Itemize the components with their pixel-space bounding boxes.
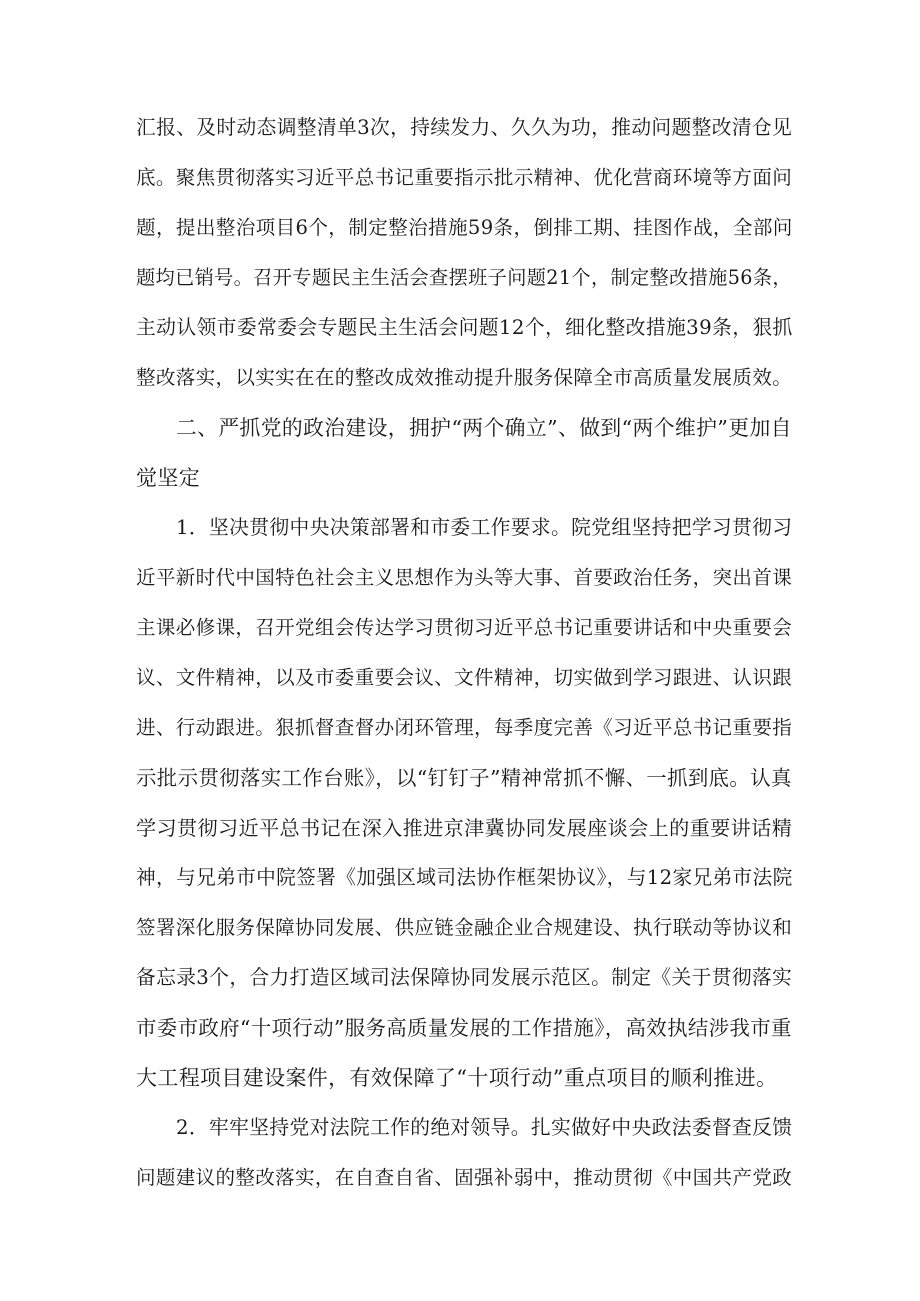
text-line: 进、行动跟进。狠抓督查督办闭环管理，每季度完善《习近平总书记重要指 [136, 716, 793, 739]
heading-line: 觉坚定 [136, 466, 201, 490]
text-line: 题，提出整治项目6个，制定整治措施59条，倒排工期、挂图作战，全部问 [136, 216, 793, 239]
text-line: 主动认领市委常委会专题民主生活会问题12个，细化整改措施39条，狠抓 [136, 316, 793, 339]
text-line: 底。聚焦贯彻落实习近平总书记重要指示批示精神、优化营商环境等方面问 [136, 166, 793, 189]
text-line: 学习贯彻习近平总书记在深入推进京津冀协同发展座谈会上的重要讲话精 [136, 816, 793, 840]
text-line: 备忘录3个，合力打造区域司法保障协同发展示范区。制定《关于贯彻落实 [136, 966, 793, 989]
text-line: 大工程项目建设案件，有效保障了“十项行动”重点项目的顺利推进。 [136, 1066, 778, 1090]
text-line: 1．坚决贯彻中央决策部署和市委工作要求。院党组坚持把学习贯彻习 [176, 516, 793, 539]
heading-line: 二、严抓党的政治建设，拥护“两个确立”、做到“两个维护”更加自 [176, 416, 792, 440]
text-line: 主课必修课，召开党组会传达学习贯彻习近平总书记重要讲话和中央重要会 [136, 616, 793, 639]
text-line: 神，与兄弟市中院签署《加强区域司法协作框架协议》，与12家兄弟市法院 [136, 866, 793, 889]
text-line: 整改落实，以实实在在的整改成效推动提升服务保障全市高质量发展质效。 [136, 366, 793, 389]
text-line: 汇报、及时动态调整清单3次，持续发力、久久为功，推动问题整改清仓见 [136, 116, 793, 139]
text-line: 近平新时代中国特色社会主义思想作为头等大事、首要政治任务，突出首课 [136, 566, 793, 589]
text-line: 2．牢牢坚持党对法院工作的绝对领导。扎实做好中央政法委督查反馈 [176, 1116, 793, 1139]
text-line: 示批示贯彻落实工作台账》，以“钉钉子”精神常抓不懈、一抓到底。认真 [136, 766, 792, 790]
text-line: 市委市政府“十项行动”服务高质量发展的工作措施》，高效执结涉我市重 [136, 1016, 792, 1040]
text-line: 问题建议的整改落实，在自查自省、固强补弱中，推动贯彻《中国共产党政 [136, 1166, 793, 1189]
text-line: 议、文件精神，以及市委重要会议、文件精神，切实做到学习跟进、认识跟 [136, 666, 793, 689]
text-line: 签署深化服务保障协同发展、供应链金融企业合规建设、执行联动等协议和 [136, 916, 793, 939]
text-line: 题均已销号。召开专题民主生活会查摆班子问题21个，制定整改措施56条， [136, 266, 792, 289]
